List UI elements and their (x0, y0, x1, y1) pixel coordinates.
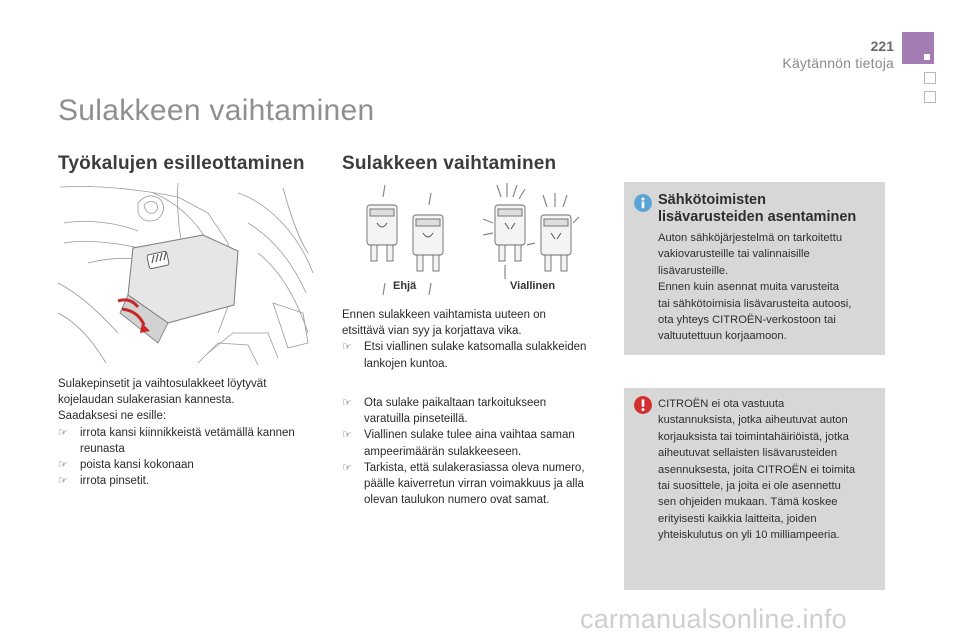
chapter-tab[interactable] (902, 32, 934, 64)
middle-intro-line: etsittävä vian syy ja korjattava vika. (342, 325, 522, 338)
info-box-text: Auton sähköjärjestelmä on tarkoitettu vakiovarusteille tai valinnaisille lisävarusteille. Ennen kuin asennat muita varusteita tai sähkötoimisia lisävarusteita autoosi, ota yhteys CITROËN-verkostoon tai valtuutettuun korjaamoon. (658, 232, 852, 343)
section-title: Käytännön tietoja (782, 55, 894, 71)
page-number: 221 (870, 38, 894, 54)
warning-box-text: CITROËN ei ota vastuuta kustannuksista, jotka aiheutuvat auton korjauksista tai toimintahäiriöistä, jotka aiheutuvat sellaisten lisävarusteiden asennuksesta, joita CITROËN ei toimita tai suosittele, ja joita ei ole asennettu sen ohjeiden mukaan. Tämä koskee erityisesti kaikkia laitteita, joiden yhteiskulutus on yli 10 milliampeeria. (658, 398, 856, 542)
list-item: ☞ irrota kansi kiinnikkeistä vetämällä kannen reunasta (58, 426, 295, 455)
chapter-tab-empty-1[interactable] (924, 72, 936, 84)
list-item: ☞ Tarkista, että sulakerasiassa oleva numero, päälle kaiverretun virran voimakkuus ja alla olevan taulukon numero ovat samat. (342, 461, 585, 507)
left-heading: Työkalujen esilleottaminen (58, 153, 305, 174)
list-item: ☞ Ota sulake paikaltaan tarkoitukseen varatuilla pinseteillä. (342, 397, 547, 426)
middle-text-block-1 (342, 307, 617, 372)
middle-text-block-2 (342, 395, 617, 508)
left-text-block (58, 376, 333, 489)
pointing-hand-icon: ☞ (342, 341, 352, 354)
label-intact-fuse: Ehjä (393, 280, 417, 292)
watermark: carmanualsonline.info (580, 604, 847, 634)
info-box (624, 182, 885, 355)
chapter-tab-empty-2[interactable] (924, 91, 936, 103)
warning-icon (634, 396, 652, 414)
warning-box (624, 388, 885, 590)
pointing-hand-icon: ☞ (58, 426, 68, 439)
left-intro-line: Sulakepinsetit ja vaihtosulakkeet löytyvät (58, 378, 267, 390)
pointing-hand-icon: ☞ (58, 459, 68, 472)
list-item: ☞ irrota pinsetit. (58, 473, 333, 489)
middle-intro-line: Ennen sulakkeen vaihtamista uuteen on (342, 309, 546, 321)
info-box-title: Sähkötoimisten lisävarusteiden asentaminen (658, 192, 857, 225)
pointing-hand-icon: ☞ (342, 429, 352, 442)
page-title: Sulakkeen vaihtaminen (58, 94, 375, 127)
middle-heading: Sulakkeen vaihtaminen (342, 153, 557, 174)
left-intro-line: Saadaksesi ne esille: (58, 410, 167, 423)
tab-indicator-icon (924, 54, 930, 60)
pointing-hand-icon: ☞ (58, 475, 68, 488)
info-icon (634, 194, 652, 212)
fuse-box-location-illustration (58, 183, 318, 368)
pointing-hand-icon: ☞ (342, 461, 352, 474)
left-intro-line: kojelaudan sulakerasian kannesta. (58, 394, 235, 407)
pointing-hand-icon: ☞ (342, 397, 352, 409)
list-item: ☞ Viallinen sulake tulee aina vaihtaa saman ampeerimäärän sulakkeeseen. (342, 429, 575, 458)
list-item: ☞ Etsi viallinen sulake katsomalla sulakkeiden lankojen kuntoa. (342, 341, 587, 370)
list-item: ☞ poista kansi kokonaan (58, 457, 333, 473)
label-blown-fuse: Viallinen (510, 280, 556, 292)
